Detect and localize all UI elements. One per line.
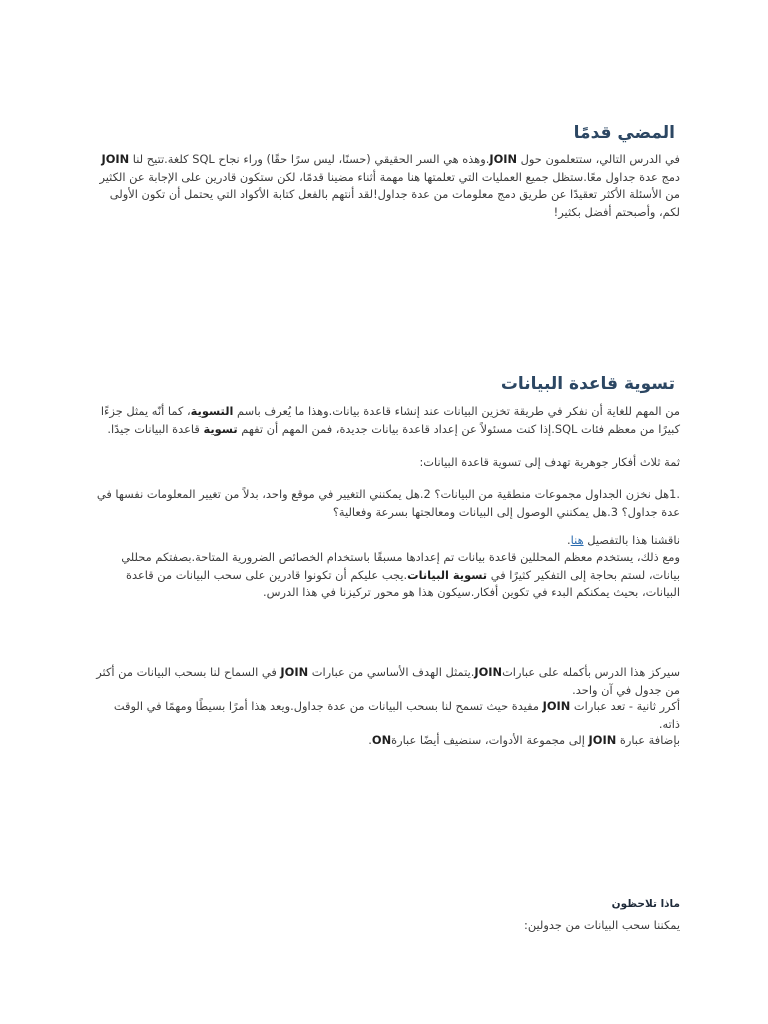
- heading-database-normalization: تسوية قاعدة البيانات: [500, 374, 675, 394]
- paragraph-two-tables: يمكننا سحب البيانات من جدولين:: [523, 918, 680, 932]
- heading-moving-forward: المضي قدمًا: [573, 123, 675, 143]
- paragraph-join-on: بإضافة عبارة JOIN إلى مجموعة الأدوات، سنضيف أيضًا عبارةON.: [368, 733, 680, 747]
- paragraph-moving-forward: في الدرس التالي، ستتعلمون حول JOIN.وهذه هي السر الحقيقي (حسنًا، ليس سرًا حقًا) وراء نجاح SQL كلغة.تتيح لنا JOIN دمج عدة جداول معًا.ستظل جميع العمليات التي تعلمتها هنا مهمة أثناء مضينا قدمًا، لكن ستكون قادرين على الإجابة عن الكثير من الأسئلة الأكثر تعقيدًا عن طريق دمج معلومات من عدة جداول!لقد أنتهم بالفعل كتابة الأكواد التي يحتمل أن تكون الأولى لكم، وأصبحتم أفضل بكثير!: [99, 152, 680, 219]
- paragraph-join-repeat: أكرر ثانية - تعد عبارات JOIN مفيدة حيث تسمح لنا بسحب البيانات من عدة جداول.ويعد هذا أمرًا بسيطًا ومهمًا في الوقت ذاته.: [113, 699, 680, 731]
- here-link[interactable]: هنا: [570, 533, 584, 547]
- paragraph-analysts: ومع ذلك، يستخدم معظم المحللين قاعدة بيانات تم إعدادها مسبقًا باستخدام الخصائص الضرورية المتاحة.بصفتكم محللي بيانات، لستم بحاجة إلى التفكير كثيرًا في تسوية البيانات.يجب عليكم أن تكونوا قادرين على سحب البيانات من قاعدة البيانات، بحيث يمكنكم البدء في تكوين أفكار.سيكون هذا هو محور تركيزنا في هذا الدرس.: [121, 550, 680, 599]
- heading-what-do-you-notice: ماذا تلاحظون: [611, 898, 680, 910]
- paragraph-normalization-intro: من المهم للغاية أن نفكر في طريقة تخزين البيانات عند إنشاء قاعدة بيانات.وهذا ما يُعرف باسم التسوية، كما أنّه يمثل جزءًا كبيرًا من معظم فئات SQL.إذا كنت مسئولاً عن إعداد قاعدة بيانات جديدة، فمن المهم أن تفهم تسوية قاعدة البيانات جيدًا.: [100, 404, 680, 436]
- paragraph-discussed-here: ناقشنا هذا بالتفصيل هنا.: [567, 533, 680, 547]
- paragraph-three-ideas: ثمة ثلاث أفكار جوهرية تهدف إلى تسوية قاعدة البيانات:: [419, 455, 680, 469]
- paragraph-numbered-questions: .1هل نخزن الجداول مجموعات منطقية من البيانات؟ 2.هل يمكنني التغيير في موقع واحد، بدلاً من تغيير المعلومات نفسها في عدة جداول؟ 3.هل يمكنني الوصول إلى البيانات ومعالجتها بسرعة وفعالية؟: [96, 487, 680, 519]
- paragraph-join-focus: سيركز هذا الدرس بأكمله على عباراتJOIN.يتمثل الهدف الأساسي من عبارات JOIN في السماح لنا بسحب البيانات من أكثر من جدول في آن واحد.: [96, 665, 680, 697]
